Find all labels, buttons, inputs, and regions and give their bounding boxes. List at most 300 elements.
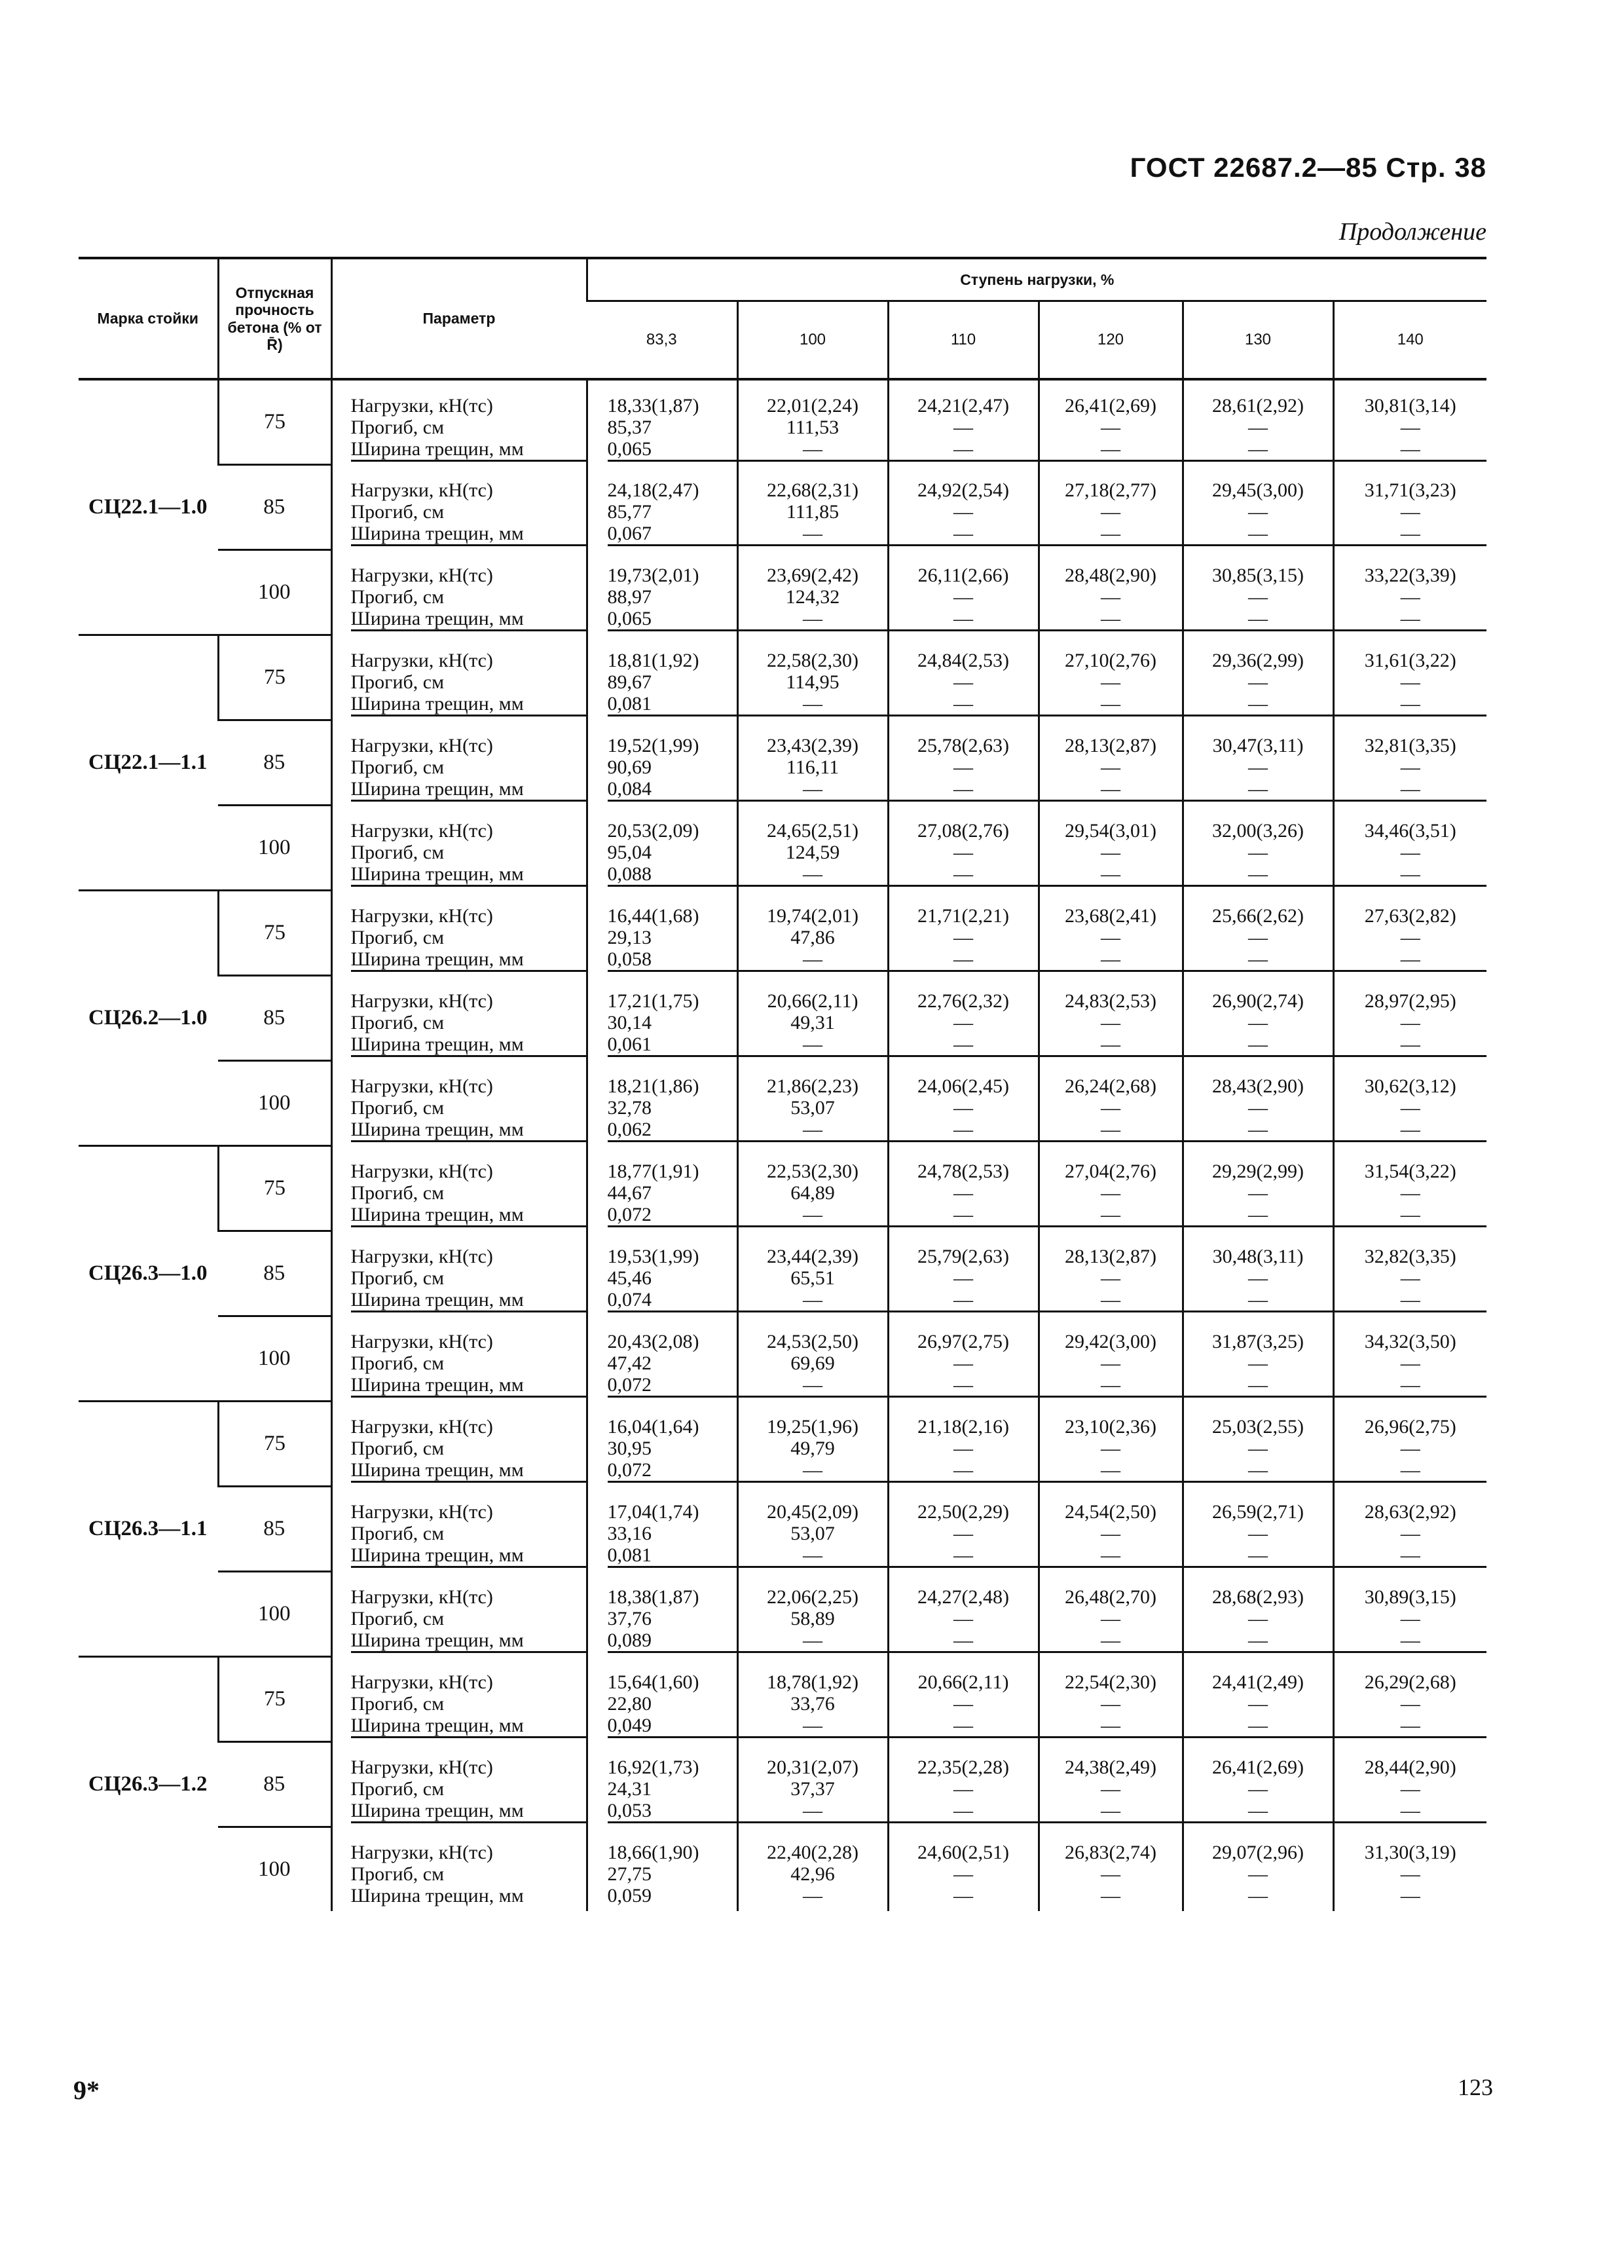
deflection-value: 29,13 bbox=[607, 926, 652, 948]
load-value: 34,32(3,50) bbox=[1364, 1330, 1456, 1352]
value-cell bbox=[1039, 1487, 1183, 1572]
crack-width-dash: — bbox=[1040, 948, 1182, 972]
load-value: 27,04(2,76) bbox=[1065, 1160, 1156, 1182]
crack-width-dash: — bbox=[1184, 863, 1333, 887]
table-row bbox=[79, 379, 1486, 465]
strength-cell: 100 bbox=[218, 1572, 331, 1657]
load-value: 16,04(1,64) bbox=[607, 1415, 699, 1438]
parameter-deflection-label: Прогиб, см bbox=[350, 841, 445, 863]
load-value: 20,66(2,11) bbox=[767, 990, 858, 1012]
value-cell bbox=[888, 465, 1039, 550]
deflection-dash: — bbox=[1248, 1267, 1268, 1289]
value-cell bbox=[1183, 550, 1333, 635]
value-cell bbox=[1333, 1487, 1486, 1572]
load-value: 26,41(2,69) bbox=[1212, 1756, 1304, 1778]
deflection-dash: — bbox=[953, 500, 973, 523]
parameter-cell bbox=[331, 720, 587, 806]
deflection-dash: — bbox=[1101, 1352, 1120, 1374]
parameter-load-label: Нагрузки, кН(тс) bbox=[350, 564, 493, 586]
load-value: 34,46(3,51) bbox=[1364, 819, 1456, 842]
value-cell bbox=[1333, 1146, 1486, 1231]
deflection-value: 37,76 bbox=[607, 1607, 652, 1629]
crack-width-dash: — bbox=[1184, 1629, 1333, 1653]
parameter-deflection-label: Прогиб, см bbox=[350, 1607, 445, 1629]
deflection-dash: — bbox=[1248, 586, 1268, 608]
crack-width-dash: — bbox=[1335, 778, 1487, 802]
crack-width-dash: — bbox=[739, 863, 887, 887]
value-cell bbox=[1039, 1316, 1183, 1402]
table-row bbox=[79, 976, 1486, 1061]
load-value: 18,66(1,90) bbox=[607, 1841, 699, 1863]
load-value: 22,68(2,31) bbox=[767, 479, 858, 501]
value-cell bbox=[1039, 720, 1183, 806]
parameter-deflection-label: Прогиб, см bbox=[350, 1863, 445, 1885]
parameter-crack-label: Ширина трещин, мм bbox=[351, 523, 586, 546]
parameter-load-label: Нагрузки, кН(тс) bbox=[350, 1075, 493, 1097]
deflection-dash: — bbox=[1101, 926, 1120, 948]
value-cell bbox=[587, 891, 737, 976]
crack-width-value: 0,089 bbox=[608, 1629, 737, 1653]
crack-width-dash: — bbox=[739, 1629, 887, 1653]
crack-width-dash: — bbox=[1184, 778, 1333, 802]
load-value: 26,96(2,75) bbox=[1364, 1415, 1456, 1438]
deflection-dash: — bbox=[953, 1522, 973, 1544]
crack-width-dash: — bbox=[889, 1544, 1038, 1568]
value-cell bbox=[737, 379, 888, 465]
deflection-dash: — bbox=[953, 586, 973, 608]
header-load-steps: Ступень нагрузки, % bbox=[587, 258, 1486, 301]
value-cell bbox=[587, 806, 737, 891]
crack-width-dash: — bbox=[1335, 1800, 1487, 1823]
continuation-label: Продолжение bbox=[1338, 218, 1486, 246]
deflection-dash: — bbox=[1400, 926, 1420, 948]
load-value: 22,01(2,24) bbox=[767, 395, 858, 417]
parameter-cell bbox=[331, 891, 587, 976]
parameter-load-label: Нагрузки, кН(тс) bbox=[350, 1415, 493, 1438]
value-cell bbox=[587, 1402, 737, 1487]
load-value: 27,10(2,76) bbox=[1065, 649, 1156, 671]
parameter-cell bbox=[331, 1231, 587, 1316]
deflection-dash: — bbox=[1248, 1011, 1268, 1033]
value-cell bbox=[1333, 806, 1486, 891]
value-cell bbox=[737, 635, 888, 720]
parameter-deflection-label: Прогиб, см bbox=[350, 1096, 445, 1119]
load-value: 29,54(3,01) bbox=[1065, 819, 1156, 842]
load-value: 22,50(2,29) bbox=[917, 1500, 1009, 1523]
value-cell bbox=[737, 806, 888, 891]
value-cell bbox=[888, 550, 1039, 635]
value-cell bbox=[1183, 1061, 1333, 1146]
header-strength: Отпускная прочность бетона (% от R̄) bbox=[218, 258, 331, 379]
parameter-crack-label: Ширина трещин, мм bbox=[351, 608, 586, 631]
crack-width-dash: — bbox=[739, 778, 887, 802]
value-cell bbox=[737, 720, 888, 806]
crack-width-dash: — bbox=[1335, 1715, 1487, 1738]
deflection-value: 90,69 bbox=[607, 756, 652, 778]
table-row bbox=[79, 891, 1486, 976]
deflection-value: 47,86 bbox=[790, 926, 835, 948]
strength-cell: 85 bbox=[218, 465, 331, 550]
value-cell bbox=[587, 1572, 737, 1657]
parameter-load-label: Нагрузки, кН(тс) bbox=[350, 819, 493, 842]
crack-width-dash: — bbox=[1184, 1289, 1333, 1312]
load-value: 17,04(1,74) bbox=[607, 1500, 699, 1523]
deflection-value: 58,89 bbox=[790, 1607, 835, 1629]
table-row bbox=[79, 1572, 1486, 1657]
load-value: 26,24(2,68) bbox=[1065, 1075, 1156, 1097]
parameter-deflection-label: Прогиб, см bbox=[350, 1522, 445, 1544]
deflection-value: 69,69 bbox=[790, 1352, 835, 1374]
load-value: 27,63(2,82) bbox=[1364, 904, 1456, 927]
value-cell bbox=[737, 1742, 888, 1827]
crack-width-value: 0,088 bbox=[608, 863, 737, 887]
load-value: 28,13(2,87) bbox=[1065, 1245, 1156, 1267]
deflection-value: 32,78 bbox=[607, 1096, 652, 1119]
parameter-cell bbox=[331, 465, 587, 550]
load-value: 17,21(1,75) bbox=[607, 990, 699, 1012]
load-value: 20,45(2,09) bbox=[767, 1500, 858, 1523]
crack-width-dash: — bbox=[739, 1459, 887, 1483]
deflection-dash: — bbox=[953, 756, 973, 778]
crack-width-dash: — bbox=[1184, 608, 1333, 631]
parameter-deflection-label: Прогиб, см bbox=[350, 1692, 445, 1715]
load-value: 31,71(3,23) bbox=[1364, 479, 1456, 501]
deflection-dash: — bbox=[1248, 1181, 1268, 1204]
value-cell bbox=[1333, 379, 1486, 465]
crack-width-dash: — bbox=[739, 948, 887, 972]
strength-cell: 100 bbox=[218, 1061, 331, 1146]
load-value: 20,43(2,08) bbox=[607, 1330, 699, 1352]
load-value: 24,54(2,50) bbox=[1065, 1500, 1156, 1523]
crack-width-dash: — bbox=[1184, 948, 1333, 972]
value-cell bbox=[587, 1231, 737, 1316]
deflection-value: 30,14 bbox=[607, 1011, 652, 1033]
load-value: 31,87(3,25) bbox=[1212, 1330, 1304, 1352]
load-value: 23,44(2,39) bbox=[767, 1245, 858, 1267]
crack-width-dash: — bbox=[739, 523, 887, 546]
value-cell bbox=[1183, 635, 1333, 720]
deflection-value: 22,80 bbox=[607, 1692, 652, 1715]
value-cell bbox=[587, 1316, 737, 1402]
deflection-value: 124,32 bbox=[785, 586, 840, 608]
strength-cell: 85 bbox=[218, 1742, 331, 1827]
value-cell bbox=[1183, 1572, 1333, 1657]
crack-width-dash: — bbox=[953, 1884, 973, 1906]
parameter-load-label: Нагрузки, кН(тс) bbox=[350, 479, 493, 501]
value-cell bbox=[888, 1402, 1039, 1487]
crack-width-dash: — bbox=[1184, 1033, 1333, 1057]
crack-width-value: 0,074 bbox=[608, 1289, 737, 1312]
load-value: 24,53(2,50) bbox=[767, 1330, 858, 1352]
deflection-dash: — bbox=[1248, 756, 1268, 778]
crack-width-value: 0,072 bbox=[608, 1374, 737, 1398]
crack-width-dash: — bbox=[739, 1033, 887, 1057]
deflection-value: 45,46 bbox=[607, 1267, 652, 1289]
deflection-dash: — bbox=[1400, 1267, 1420, 1289]
load-value: 28,68(2,93) bbox=[1212, 1586, 1304, 1608]
value-cell bbox=[587, 720, 737, 806]
value-cell bbox=[1039, 1231, 1183, 1316]
deflection-value: 124,59 bbox=[785, 841, 840, 863]
deflection-dash: — bbox=[953, 926, 973, 948]
value-cell bbox=[888, 891, 1039, 976]
load-value: 24,27(2,48) bbox=[917, 1586, 1009, 1608]
table-row bbox=[79, 720, 1486, 806]
deflection-dash: — bbox=[1248, 1777, 1268, 1800]
value-cell bbox=[1333, 550, 1486, 635]
load-value: 32,81(3,35) bbox=[1364, 734, 1456, 756]
load-value: 21,18(2,16) bbox=[917, 1415, 1009, 1438]
deflection-dash: — bbox=[1101, 1096, 1120, 1119]
deflection-dash: — bbox=[953, 1267, 973, 1289]
value-cell bbox=[1039, 550, 1183, 635]
crack-width-dash: — bbox=[1184, 1374, 1333, 1398]
crack-width-dash: — bbox=[1335, 523, 1487, 546]
value-cell bbox=[1333, 635, 1486, 720]
crack-width-dash: — bbox=[1335, 1544, 1487, 1568]
value-cell bbox=[737, 1572, 888, 1657]
parameter-crack-label: Ширина трещин, мм bbox=[351, 1289, 586, 1312]
load-value: 20,66(2,11) bbox=[917, 1671, 1009, 1693]
parameter-crack-label: Ширина трещин, мм bbox=[351, 1715, 586, 1738]
header-step: 100 bbox=[737, 301, 888, 380]
load-value: 22,76(2,32) bbox=[917, 990, 1009, 1012]
mark-cell: СЦ26.2—1.0 bbox=[79, 891, 218, 1146]
value-cell bbox=[587, 976, 737, 1061]
load-value: 29,29(2,99) bbox=[1212, 1160, 1304, 1182]
value-cell bbox=[888, 720, 1039, 806]
crack-width-dash: — bbox=[1184, 1800, 1333, 1823]
value-cell bbox=[587, 1657, 737, 1742]
table-row bbox=[79, 1657, 1486, 1742]
value-cell bbox=[737, 1061, 888, 1146]
deflection-value: 49,79 bbox=[790, 1437, 835, 1459]
deflection-dash: — bbox=[1248, 1437, 1268, 1459]
crack-width-dash: — bbox=[1335, 1119, 1487, 1142]
crack-width-value: 0,059 bbox=[607, 1884, 652, 1906]
value-cell bbox=[1333, 1742, 1486, 1827]
load-value: 30,48(3,11) bbox=[1212, 1245, 1304, 1267]
header-step: 83,3 bbox=[587, 301, 737, 380]
load-value: 22,06(2,25) bbox=[767, 1586, 858, 1608]
value-cell bbox=[1183, 1827, 1333, 1912]
crack-width-dash: — bbox=[1040, 1119, 1182, 1142]
load-value: 28,13(2,87) bbox=[1065, 734, 1156, 756]
load-value: 33,22(3,39) bbox=[1364, 564, 1456, 586]
load-test-table-container bbox=[79, 257, 1486, 1911]
value-cell bbox=[737, 550, 888, 635]
load-value: 24,92(2,54) bbox=[917, 479, 1009, 501]
parameter-cell bbox=[331, 1657, 587, 1742]
deflection-dash: — bbox=[1400, 1011, 1420, 1033]
crack-width-dash: — bbox=[889, 1033, 1038, 1057]
deflection-dash: — bbox=[953, 1352, 973, 1374]
crack-width-dash: — bbox=[889, 1289, 1038, 1312]
parameter-cell bbox=[331, 1402, 587, 1487]
load-value: 24,38(2,49) bbox=[1065, 1756, 1156, 1778]
deflection-dash: — bbox=[1101, 1692, 1120, 1715]
parameter-deflection-label: Прогиб, см bbox=[350, 586, 445, 608]
deflection-dash: — bbox=[1101, 1437, 1120, 1459]
deflection-dash: — bbox=[1101, 1011, 1120, 1033]
parameter-cell bbox=[331, 806, 587, 891]
value-cell bbox=[888, 1146, 1039, 1231]
strength-cell: 100 bbox=[218, 806, 331, 891]
load-value: 23,68(2,41) bbox=[1065, 904, 1156, 927]
deflection-value: 65,51 bbox=[790, 1267, 835, 1289]
parameter-crack-label: Ширина трещин, мм bbox=[351, 1544, 586, 1568]
parameter-load-label: Нагрузки, кН(тс) bbox=[350, 1330, 493, 1352]
table-row bbox=[79, 1146, 1486, 1231]
load-value: 28,48(2,90) bbox=[1065, 564, 1156, 586]
crack-width-dash: — bbox=[1335, 948, 1487, 972]
load-value: 26,83(2,74) bbox=[1065, 1841, 1156, 1863]
deflection-dash: — bbox=[953, 1181, 973, 1204]
crack-width-dash: — bbox=[1184, 1544, 1333, 1568]
crack-width-value: 0,081 bbox=[608, 693, 737, 716]
crack-width-dash: — bbox=[889, 523, 1038, 546]
deflection-dash: — bbox=[1400, 841, 1420, 863]
parameter-load-label: Нагрузки, кН(тс) bbox=[350, 990, 493, 1012]
load-value: 27,08(2,76) bbox=[917, 819, 1009, 842]
parameter-deflection-label: Прогиб, см bbox=[350, 1267, 445, 1289]
value-cell bbox=[1183, 1657, 1333, 1742]
load-value: 16,44(1,68) bbox=[607, 904, 699, 927]
parameter-crack-label: Ширина трещин, мм bbox=[351, 778, 586, 802]
deflection-dash: — bbox=[1400, 1692, 1420, 1715]
crack-width-dash: — bbox=[1040, 1459, 1182, 1483]
crack-width-dash: — bbox=[1040, 1033, 1182, 1057]
load-value: 19,74(2,01) bbox=[767, 904, 858, 927]
crack-width-dash: — bbox=[1040, 1629, 1182, 1653]
deflection-dash: — bbox=[1400, 1522, 1420, 1544]
parameter-cell bbox=[331, 1487, 587, 1572]
value-cell bbox=[888, 1231, 1039, 1316]
parameter-deflection-label: Прогиб, см bbox=[350, 1352, 445, 1374]
parameter-crack-label: Ширина трещин, мм bbox=[351, 438, 586, 462]
load-value: 24,65(2,51) bbox=[767, 819, 858, 842]
parameter-deflection-label: Прогиб, см bbox=[350, 1437, 445, 1459]
table-row bbox=[79, 1487, 1486, 1572]
value-cell bbox=[1183, 720, 1333, 806]
value-cell bbox=[1333, 1657, 1486, 1742]
parameter-crack-label: Ширина трещин, мм bbox=[351, 1800, 586, 1823]
header-step: 110 bbox=[888, 301, 1039, 380]
strength-cell: 75 bbox=[218, 891, 331, 976]
value-cell bbox=[737, 1657, 888, 1742]
strength-cell: 75 bbox=[218, 379, 331, 465]
value-cell bbox=[1039, 1061, 1183, 1146]
parameter-crack-label: Ширина трещин, мм bbox=[351, 1119, 586, 1142]
deflection-dash: — bbox=[1248, 1863, 1268, 1885]
crack-width-dash: — bbox=[889, 1459, 1038, 1483]
crack-width-dash: — bbox=[889, 948, 1038, 972]
load-value: 28,63(2,92) bbox=[1364, 1500, 1456, 1523]
deflection-dash: — bbox=[1400, 500, 1420, 523]
crack-width-dash: — bbox=[1248, 1884, 1268, 1906]
value-cell bbox=[1333, 720, 1486, 806]
table-row bbox=[79, 1742, 1486, 1827]
crack-width-dash: — bbox=[739, 1119, 887, 1142]
crack-width-value: 0,067 bbox=[608, 523, 737, 546]
crack-width-dash: — bbox=[889, 778, 1038, 802]
value-cell bbox=[1039, 379, 1183, 465]
deflection-dash: — bbox=[1248, 1096, 1268, 1119]
strength-cell: 85 bbox=[218, 976, 331, 1061]
load-value: 19,53(1,99) bbox=[607, 1245, 699, 1267]
parameter-deflection-label: Прогиб, см bbox=[350, 926, 445, 948]
table-row bbox=[79, 1402, 1486, 1487]
deflection-value: 88,97 bbox=[607, 586, 652, 608]
value-cell bbox=[888, 1487, 1039, 1572]
crack-width-dash: — bbox=[1040, 1544, 1182, 1568]
deflection-value: 116,11 bbox=[786, 756, 840, 778]
deflection-value: 111,53 bbox=[786, 417, 840, 438]
strength-cell: 100 bbox=[218, 550, 331, 635]
value-cell bbox=[1183, 379, 1333, 465]
deflection-dash: — bbox=[953, 841, 973, 863]
deflection-dash: — bbox=[953, 1096, 973, 1119]
load-value: 25,03(2,55) bbox=[1212, 1415, 1304, 1438]
parameter-deflection-label: Прогиб, см bbox=[350, 671, 445, 693]
crack-width-dash: — bbox=[889, 1119, 1038, 1142]
deflection-value: 85,77 bbox=[607, 500, 652, 523]
value-cell bbox=[587, 1742, 737, 1827]
deflection-dash: — bbox=[953, 1777, 973, 1800]
load-value: 27,18(2,77) bbox=[1065, 479, 1156, 501]
deflection-value: 64,89 bbox=[790, 1181, 835, 1204]
crack-width-dash: — bbox=[1184, 1715, 1333, 1738]
load-value: 31,54(3,22) bbox=[1364, 1160, 1456, 1182]
value-cell bbox=[888, 806, 1039, 891]
load-value: 25,79(2,63) bbox=[917, 1245, 1009, 1267]
crack-width-dash: — bbox=[1184, 523, 1333, 546]
crack-width-dash: — bbox=[739, 1715, 887, 1738]
load-value: 32,82(3,35) bbox=[1364, 1245, 1456, 1267]
crack-width-dash: — bbox=[739, 438, 887, 462]
mark-cell: СЦ26.3—1.0 bbox=[79, 1146, 218, 1402]
parameter-crack-label: Ширина трещин, мм bbox=[351, 948, 586, 972]
deflection-dash: — bbox=[953, 1863, 973, 1885]
deflection-dash: — bbox=[1248, 1607, 1268, 1629]
value-cell bbox=[888, 379, 1039, 465]
crack-width-dash: — bbox=[1335, 438, 1487, 462]
crack-width-value: 0,061 bbox=[608, 1033, 737, 1057]
value-cell bbox=[587, 1827, 737, 1912]
value-cell bbox=[888, 1742, 1039, 1827]
page-header: ГОСТ 22687.2—85 Стр. 38 bbox=[1130, 152, 1486, 183]
crack-width-dash: — bbox=[1040, 1204, 1182, 1227]
parameter-crack-label: Ширина трещин, мм bbox=[351, 1204, 586, 1227]
deflection-value: 85,37 bbox=[607, 417, 652, 438]
value-cell bbox=[888, 976, 1039, 1061]
crack-width-dash: — bbox=[1040, 778, 1182, 802]
load-value: 30,89(3,15) bbox=[1364, 1586, 1456, 1608]
parameter-deflection-label: Прогиб, см bbox=[350, 417, 445, 438]
load-value: 20,31(2,07) bbox=[767, 1756, 858, 1778]
crack-width-dash: — bbox=[739, 1544, 887, 1568]
deflection-value: 24,31 bbox=[607, 1777, 652, 1800]
load-value: 30,85(3,15) bbox=[1212, 564, 1304, 586]
parameter-deflection-label: Прогиб, см bbox=[350, 1777, 445, 1800]
footer-signature-mark: 9* bbox=[73, 2075, 100, 2105]
deflection-value: 53,07 bbox=[790, 1096, 835, 1119]
value-cell bbox=[888, 1827, 1039, 1912]
strength-cell: 75 bbox=[218, 1146, 331, 1231]
crack-width-dash: — bbox=[1184, 693, 1333, 716]
value-cell bbox=[1183, 806, 1333, 891]
value-cell bbox=[1039, 1742, 1183, 1827]
